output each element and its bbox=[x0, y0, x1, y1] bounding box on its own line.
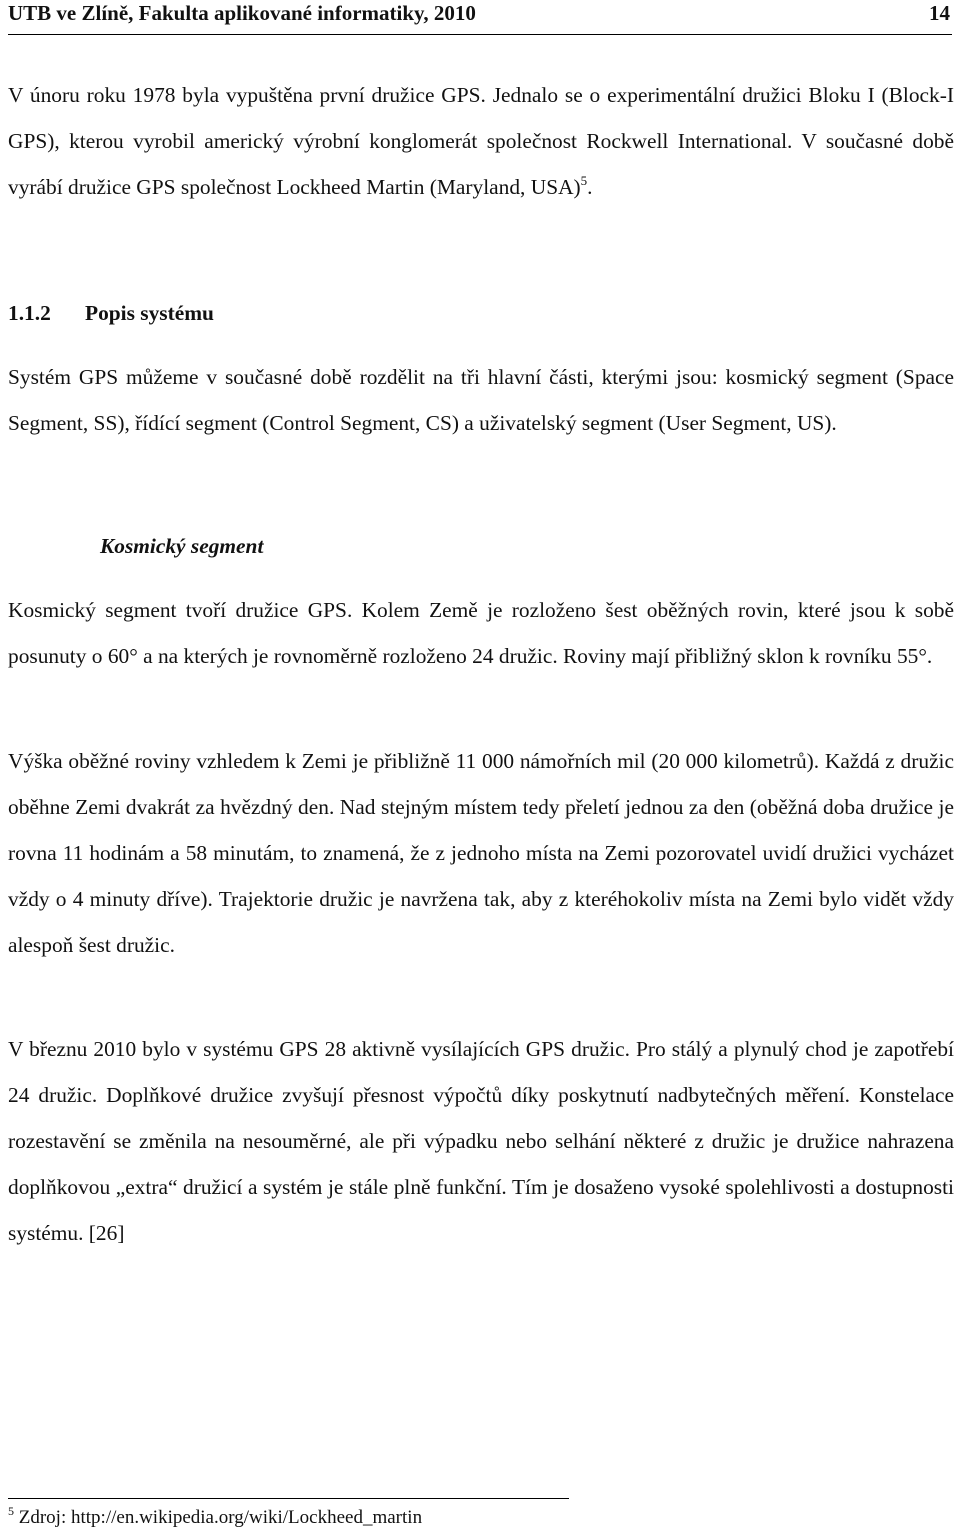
section-number: 1.1.2 bbox=[8, 301, 51, 325]
footnote-divider bbox=[8, 1498, 569, 1499]
footnote-marker: 5 bbox=[8, 1504, 14, 1518]
paragraph-gps-history-text: V únoru roku 1978 byla vypuštěna první družice GPS. Jednalo se o experimentální družici Bloku I (Block-I GPS), kterou vyrobil americký výrobní konglomerát společnost Rockwell International. V současné době vyrábí družice GPS společnost Lockheed Martin (Maryland, USA) bbox=[8, 83, 954, 199]
running-header bbox=[8, 0, 952, 35]
footnote-reference[interactable]: 5 bbox=[580, 173, 588, 188]
page-number: 14 bbox=[929, 1, 950, 25]
paragraph-end-period: . bbox=[587, 175, 593, 199]
header-title: UTB ve Zlíně, Fakulta aplikované informatiky, 2010 bbox=[8, 1, 476, 25]
paragraph-space-segment: Kosmický segment tvoří družice GPS. Kolem Země je rozloženo šest oběžných rovin, které jsou k sobě posunuty o 60° a na kterých je rovnoměrně rozloženo 24 družic. Roviny mají přibližný sklon k rovníku 55°. bbox=[8, 598, 954, 668]
subsection-heading: Kosmický segment bbox=[100, 534, 264, 558]
paragraph-system-description: Systém GPS můžeme v současné době rozdělit na tři hlavní části, kterými jsou: kosmický segment (Space Segment, SS), řídící segment (Control Segment, CS) a uživatelský segment (User Segment, US). bbox=[8, 365, 954, 435]
footnote-text[interactable]: Zdroj: http://en.wikipedia.org/wiki/Lockheed_martin bbox=[18, 1507, 423, 1528]
section-title: Popis systému bbox=[85, 301, 214, 325]
section-heading bbox=[8, 301, 214, 326]
paragraph-active-satellites: V březnu 2010 bylo v systému GPS 28 aktivně vysílajících GPS družic. Pro stálý a plynulý chod je zapotřebí 24 družic. Doplňkové družice zvyšují přesnost výpočtů díky poskytnutí nadbytečných měření. Konstelace rozestavění se změnila na nesouměrné, ale při výpadku nebo selhání některé z družic je družice nahrazena doplňkovou „extra“ družicí a systém je stále plně funkční. Tím je dosaženo vysoké spolehlivosti a dostupnosti systému. [26] bbox=[8, 1037, 954, 1245]
paragraph-orbit-height: Výška oběžné roviny vzhledem k Zemi je přibližně 11 000 námořních mil (20 000 kilometrů). Každá z družic oběhne Zemi dvakrát za hvězdný den. Nad stejným místem tedy přeletí jednou za den (oběžná doba družice je rovna 11 hodinám a 58 minutám, to znamená, že z jednoho místa na Zemi pozorovatel uvidí družici vycházet vždy o 4 minuty dříve). Trajektorie družic je navržena tak, aby z kteréhokoliv místa na Zemi bylo vidět vždy alespoň šest družic. bbox=[8, 749, 954, 957]
paragraph-gps-history bbox=[8, 72, 954, 210]
footnote bbox=[8, 1505, 422, 1531]
